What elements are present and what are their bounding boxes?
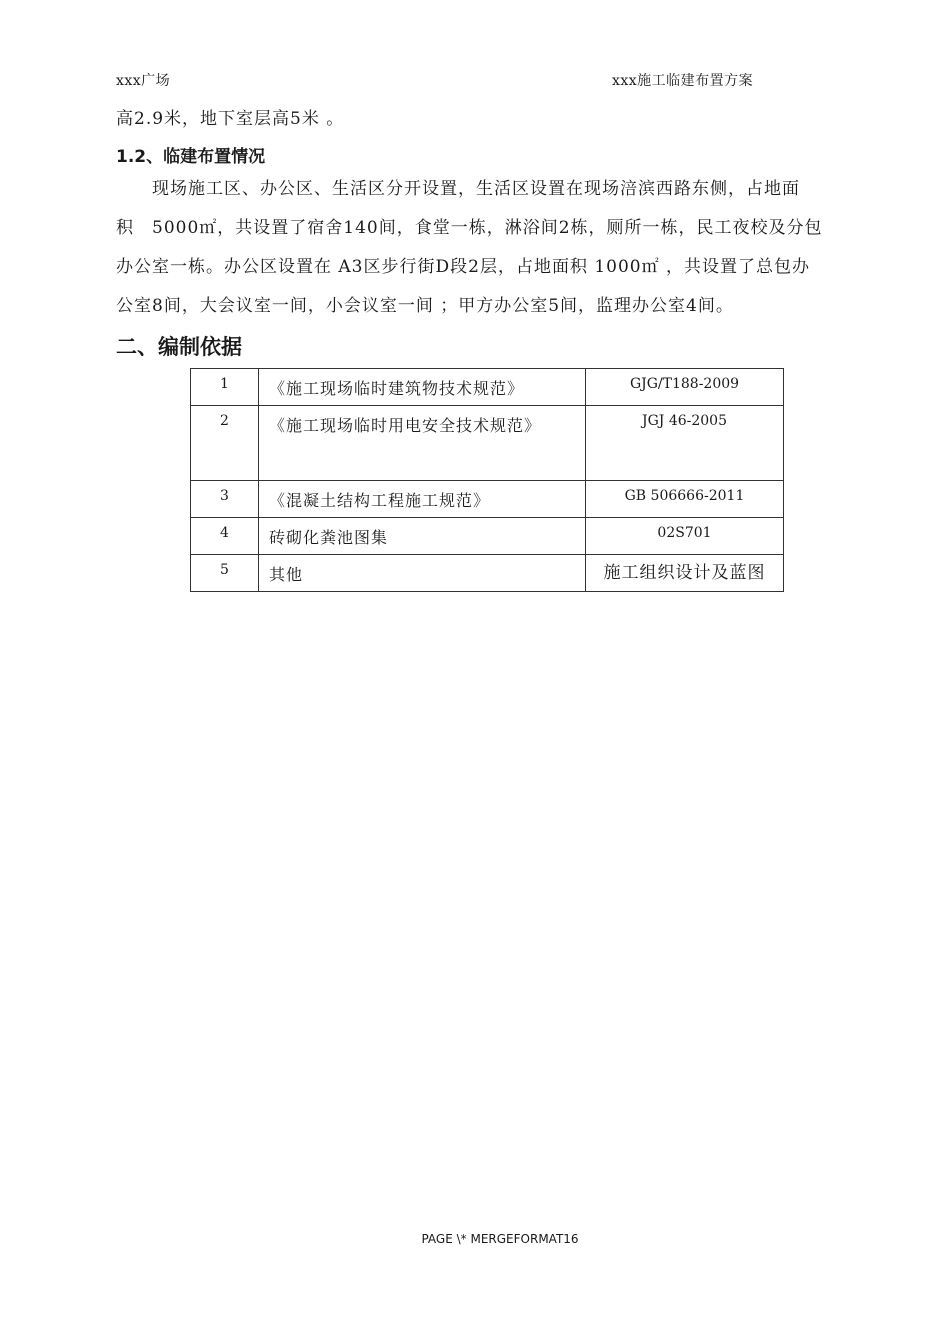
standard-name: 《施工现场临时用电安全技术规范》	[259, 406, 586, 481]
row-number: 3	[191, 481, 259, 518]
table-row	[191, 369, 784, 406]
row-number: 5	[191, 555, 259, 592]
page-footer	[0, 1232, 950, 1246]
paragraph-line: 积 5000㎡，共设置了宿舍140间，食堂一栋，淋浴间2栋，厕所一栋，民工夜校及分包	[116, 218, 823, 238]
row-number: 1	[191, 369, 259, 406]
table-row	[191, 481, 784, 518]
standard-code: GB 506666-2011	[586, 481, 784, 518]
standard-code: 02S701	[586, 518, 784, 555]
continuation-line: 高2.9米，地下室层高5米 。	[116, 109, 345, 129]
section-heading-1-2: 1.2、临建布置情况	[116, 147, 266, 167]
paragraph-line: 办公室一栋。办公区设置在 A3区步行街D段2层，占地面积 1000㎡ ，共设置了总包办	[116, 257, 811, 277]
layout-paragraph	[116, 170, 860, 326]
table-row	[191, 555, 784, 592]
row-number: 2	[191, 406, 259, 481]
table-row	[191, 406, 784, 481]
table-row	[191, 518, 784, 555]
standard-code: JGJ 46-2005	[586, 406, 784, 481]
standard-name: 砖砌化粪池图集	[259, 518, 586, 555]
reference-table	[190, 368, 784, 592]
standard-name: 其他	[259, 555, 586, 592]
page-number-field: PAGE \* MERGEFORMAT16	[421, 1232, 579, 1246]
standard-name: 《混凝土结构工程施工规范》	[259, 481, 586, 518]
section-heading-2: 二、编制依据	[116, 335, 242, 359]
standard-code: GJG/T188-2009	[586, 369, 784, 406]
standard-code: 施工组织设计及蓝图	[586, 555, 784, 592]
header-right: xxx施工临建布置方案	[612, 73, 754, 89]
paragraph-line: 公室8间，大会议室一间，小会议室一间 ；甲方办公室5间，监理办公室4间。	[116, 296, 734, 316]
row-number: 4	[191, 518, 259, 555]
paragraph-line: 现场施工区、办公区、生活区分开设置，生活区设置在现场涪滨西路东侧，占地面	[116, 179, 800, 199]
standard-name: 《施工现场临时建筑物技术规范》	[259, 369, 586, 406]
header-left: xxx广场	[116, 73, 171, 89]
